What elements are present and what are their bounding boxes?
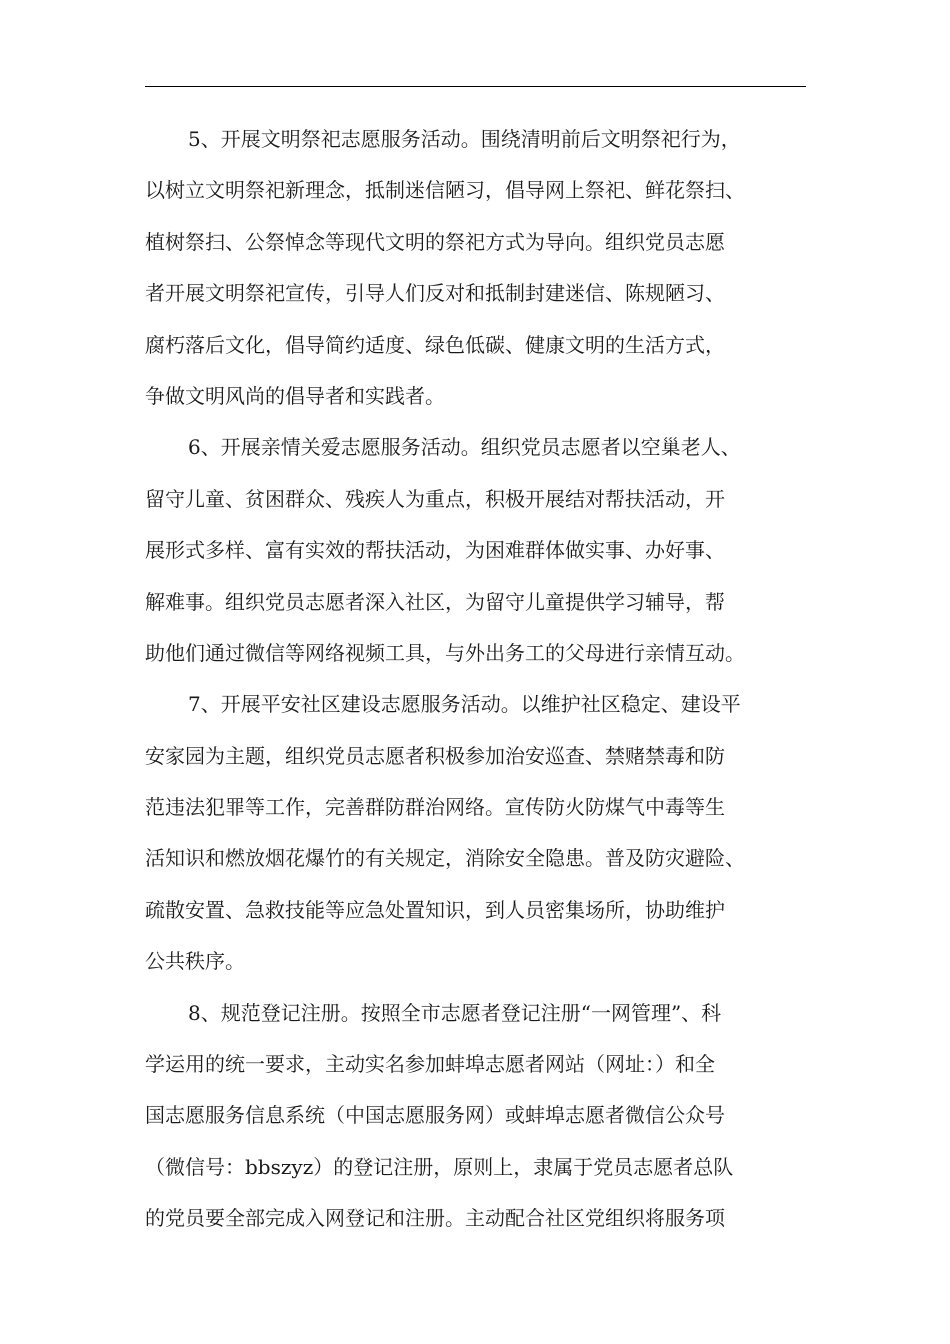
text-line: 8、规范登记注册。按照全市志愿者登记注册“一网管理”、科 (188, 1000, 722, 1025)
text-line: 助他们通过微信等网络视频工具，与外出务工的父母进行亲情互动。 (145, 640, 745, 665)
text-line: 公共秩序。 (145, 949, 245, 974)
text-line: （微信号：bbszyz）的登记注册，原则上，隶属于党员志愿者总队 (145, 1154, 734, 1179)
text-line: 留守儿童、贫困群众、残疾人为重点，积极开展结对帮扶活动，开 (145, 486, 725, 511)
text-line: 展形式多样、富有实效的帮扶活动，为困难群体做实事、办好事、 (145, 538, 725, 563)
paragraph-item-7 (145, 679, 806, 987)
paragraph-item-8 (145, 988, 806, 1245)
text-line: 学运用的统一要求，主动实名参加蚌埠志愿者网站（网址：）和全 (145, 1052, 715, 1077)
header-rule (145, 86, 806, 87)
text-line: 的党员要全部完成入网登记和注册。主动配合社区党组织将服务项 (145, 1206, 725, 1231)
text-line: 安家园为主题，组织党员志愿者积极参加治安巡查、禁赌禁毒和防 (145, 743, 725, 768)
document-body (145, 114, 806, 1245)
text-line: 疏散安置、急救技能等应急处置知识，到人员密集场所，协助维护 (145, 897, 725, 922)
text-line: 植树祭扫、公祭悼念等现代文明的祭祀方式为导向。组织党员志愿 (145, 229, 725, 254)
text-line: 7、开展平安社区建设志愿服务活动。以维护社区稳定、建设平 (188, 692, 741, 717)
text-line: 6、开展亲情关爱志愿服务活动。组织党员志愿者以空巢老人、 (188, 435, 741, 460)
text-line: 活知识和燃放烟花爆竹的有关规定，消除安全隐患。普及防灾避险、 (145, 846, 745, 871)
text-line: 者开展文明祭祀宣传，引导人们反对和抵制封建迷信、陈规陋习、 (145, 281, 725, 306)
text-line: 5、开展文明祭祀志愿服务活动。围绕清明前后文明祭祀行为， (188, 127, 741, 151)
paragraph-item-6 (145, 422, 806, 679)
text-line: 腐朽落后文化，倡导简约适度、绿色低碳、健康文明的生活方式， (145, 332, 725, 357)
text-line: 以树立文明祭祀新理念，抵制迷信陋习，倡导网上祭祀、鲜花祭扫、 (145, 178, 745, 203)
text-line: 解难事。组织党员志愿者深入社区，为留守儿童提供学习辅导，帮 (145, 589, 725, 614)
paragraph-item-5 (145, 114, 806, 422)
text-line: 国志愿服务信息系统（中国志愿服务网）或蚌埠志愿者微信公众号 (145, 1103, 725, 1128)
text-line: 争做文明风尚的倡导者和实践者。 (145, 383, 445, 408)
text-line: 范违法犯罪等工作，完善群防群治网络。宣传防火防煤气中毒等生 (145, 795, 725, 820)
